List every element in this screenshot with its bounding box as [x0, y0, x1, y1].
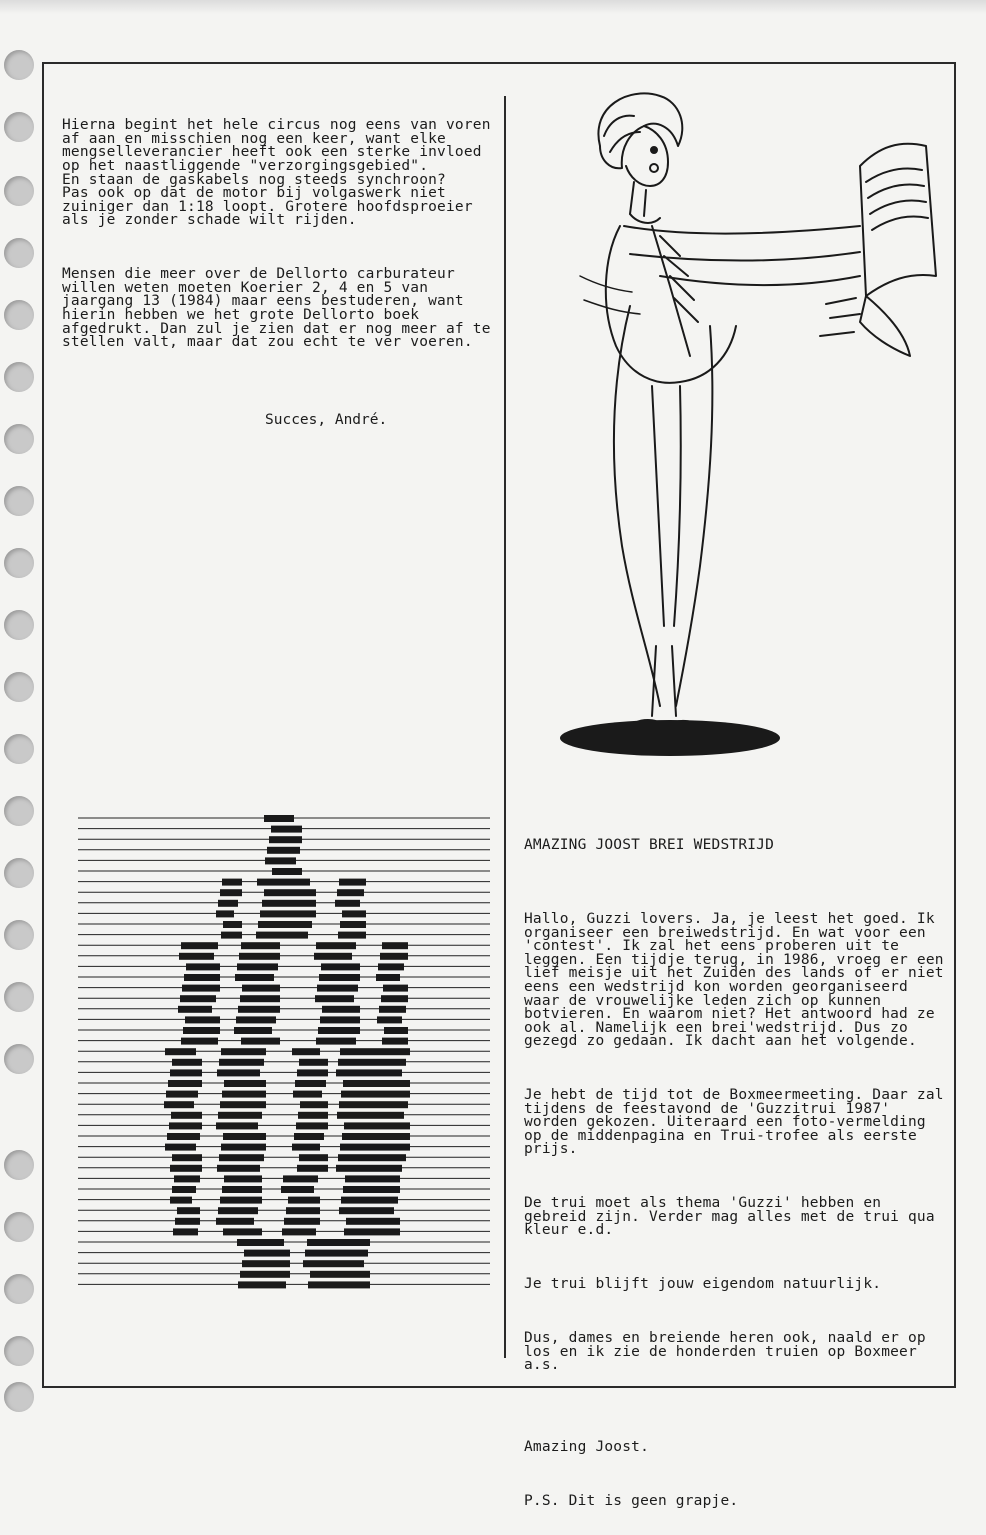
knit-bar [165, 1144, 196, 1151]
knit-bar [235, 974, 274, 981]
knit-bar [322, 1006, 360, 1013]
knit-bar [216, 910, 234, 917]
knit-bar [238, 1006, 280, 1013]
knit-bar [219, 1154, 264, 1161]
knit-bar [316, 1038, 356, 1045]
knit-bar [181, 942, 218, 949]
knit-bar [283, 1175, 318, 1182]
knit-bar [257, 879, 310, 886]
knit-bar [264, 815, 294, 822]
binding-hole [4, 548, 34, 578]
knit-bar [336, 1069, 402, 1076]
knit-bar [264, 889, 316, 896]
binding-hole [4, 176, 34, 206]
binding-hole [4, 238, 34, 268]
knit-bar [344, 1228, 400, 1235]
knit-bar [241, 942, 280, 949]
knit-bar [241, 1038, 280, 1045]
knit-bar [282, 1228, 316, 1235]
knit-bar [173, 1228, 198, 1235]
knit-bar [180, 995, 216, 1002]
knit-bar [317, 985, 358, 992]
binding-hole [4, 796, 34, 826]
binding-hole [4, 486, 34, 516]
knit-bar [379, 1006, 406, 1013]
binding-hole [4, 424, 34, 454]
knit-bar [234, 1027, 272, 1034]
knit-bar [179, 953, 214, 960]
knit-bar [175, 1218, 200, 1225]
knit-bar [269, 836, 302, 843]
knit-bar [237, 1239, 284, 1246]
knit-bar [218, 900, 238, 907]
knit-bar [377, 1016, 402, 1023]
knit-bar [242, 985, 280, 992]
knit-bar [258, 921, 312, 928]
knit-bar [186, 963, 220, 970]
binding-hole [4, 112, 34, 142]
knit-bar [293, 1091, 322, 1098]
binding-hole [4, 858, 34, 888]
knit-bar [338, 1059, 406, 1066]
knit-bar [343, 1186, 400, 1193]
knit-bar [221, 1048, 266, 1055]
paragraph: Je trui blijft jouw eigendom natuurlijk. [524, 1276, 882, 1293]
knit-bar [297, 1069, 328, 1076]
knit-bar [344, 1122, 410, 1129]
binding-hole [4, 982, 34, 1012]
knit-bar [165, 1048, 196, 1055]
article-heading: AMAZING JOOST BREI WEDSTRIJD [524, 837, 775, 854]
knit-bar [183, 1027, 220, 1034]
knit-bar [299, 1059, 328, 1066]
knit-bar [256, 932, 308, 939]
paragraph: Hallo, Guzzi lovers. Ja, je leest het goed. Ik organiseer een breiwedstrijd. En wat voor een 'contest'. Ik zal het eens proberen uit te leggen. Een tijdje terug, in 1986, vroeg er een lief meisje uit het Zuiden des lands of er niet eens een wedstrijd kon worden georganiseerd waar de vrouwelijke leden zich op kunnen botvieren. En waarom niet? Het antwoord had ze ook al. Namelijk een brei'wedstrijd. Dus zo gezegd zo gedaan. Ik dacht aan het volgende. [524, 910, 953, 1050]
left-column-text [62, 92, 500, 376]
knit-bar [338, 1154, 406, 1161]
striped-knitting-illustration [70, 796, 494, 1316]
knit-bar [336, 1165, 402, 1172]
knit-bar [238, 1281, 286, 1288]
knit-bar [239, 953, 280, 960]
knit-bar [340, 921, 366, 928]
knit-bar [265, 857, 296, 864]
knit-bar [295, 1080, 326, 1087]
knit-bar [310, 1271, 370, 1278]
binding-hole [4, 1212, 34, 1242]
knit-bar [169, 1122, 202, 1129]
knit-bar [378, 963, 404, 970]
knit-bar [288, 1197, 320, 1204]
knit-bar [383, 985, 408, 992]
signature: Amazing Joost. [524, 1438, 650, 1455]
knit-bar [168, 1080, 202, 1087]
binding-hole [4, 672, 34, 702]
knit-bar [221, 1144, 266, 1151]
knit-bar [216, 1218, 254, 1225]
knit-bar [296, 1122, 328, 1129]
knit-bar [224, 1080, 266, 1087]
binding-hole [4, 920, 34, 950]
binding-hole [4, 1044, 34, 1074]
knit-bar [171, 1112, 202, 1119]
knit-bar [178, 1006, 212, 1013]
knit-bar [172, 1154, 202, 1161]
knit-bar [384, 1027, 408, 1034]
knit-bar [164, 1101, 194, 1108]
knit-bar [219, 1059, 264, 1066]
knit-bar [177, 1207, 200, 1214]
knit-bar [341, 1197, 398, 1204]
signoff: Succes, André. [265, 412, 388, 428]
knit-bar [174, 1175, 200, 1182]
knit-bar [220, 1101, 266, 1108]
knit-bar [345, 1175, 400, 1182]
knit-bar [184, 974, 220, 981]
knit-bar [222, 1091, 266, 1098]
knit-bar [297, 1165, 328, 1172]
paragraph: Mensen die meer over de Dellorto carburateur willen weten moeten Koerier 2, 4 en 5 van jaargang 13 (1984) maar eens bestuderen, want hierin hebben we het grote Dellorto boek afgedrukt. Dan zul je zien dat er nog meer af te stellen valt, maar dat zou echt te ver voeren. [62, 266, 500, 351]
knit-bar [340, 1144, 410, 1151]
knit-bar [223, 1228, 262, 1235]
postscript: P.S. Dit is geen grapje. [524, 1492, 739, 1509]
binding-hole [4, 734, 34, 764]
knit-bar [218, 1207, 258, 1214]
woman-reading-newspaper-illustration [560, 86, 956, 766]
knit-bar [223, 1133, 266, 1140]
knit-bar [316, 942, 356, 949]
knit-bar [182, 985, 220, 992]
knit-bar [223, 921, 242, 928]
paragraph: Je hebt de tijd tot de Boxmeermeeting. Daar zal tijdens de feestavond de 'Guzzitrui 1987' worden gekozen. Uiteraard een foto-vermelding op de middenpagina en Trui-trofee als eerste prijs. [524, 1087, 953, 1158]
knit-bar [260, 910, 316, 917]
knit-bar [342, 1133, 410, 1140]
knit-bar [170, 1069, 202, 1076]
knit-bar [217, 1165, 260, 1172]
knit-bar [236, 1016, 276, 1023]
knit-bar [315, 995, 354, 1002]
knit-bar [167, 1133, 200, 1140]
paragraph: De trui moet als thema 'Guzzi' hebben en gebreid zijn. Verder mag alles met de trui qua kleur e.d. [524, 1195, 944, 1239]
knit-bar [318, 1027, 360, 1034]
binding-hole [4, 610, 34, 640]
knit-bar [181, 1038, 218, 1045]
column-divider [504, 96, 506, 1358]
knit-bar [281, 1186, 314, 1193]
binding-hole [4, 362, 34, 392]
knit-bar [271, 826, 302, 833]
knit-bar [380, 953, 408, 960]
knit-bar [337, 889, 364, 896]
knit-bar [303, 1260, 364, 1267]
knit-bar [170, 1197, 192, 1204]
knit-bar [172, 1186, 196, 1193]
knit-bar [338, 932, 366, 939]
knit-bar [220, 1197, 262, 1204]
knit-bar [321, 963, 360, 970]
knit-bar [299, 1154, 328, 1161]
knit-bar [222, 879, 242, 886]
knit-bar [218, 1112, 262, 1119]
knit-bar [314, 953, 352, 960]
knit-bar [307, 1239, 370, 1246]
page-top-edge [0, 0, 986, 14]
knit-bar [308, 1281, 370, 1288]
paragraph: Hierna begint het hele circus nog eens van voren af aan en misschien nog een keer, want elke mengselleverancier heeft ook een sterke invloed op het naastliggende "verzorgingsgebied". En staan de gaskabels nog steeds synchroon? Pas ook op dat de motor bij volgaswerk niet zuiniger dan 1:18 loopt. Grotere hoofdsproeier als je zonder schade wilt rijden. [62, 117, 491, 229]
knit-bar [272, 868, 302, 875]
knit-bar [382, 942, 408, 949]
knit-bar [382, 1038, 408, 1045]
knit-bar [341, 1091, 410, 1098]
knit-bar [172, 1059, 202, 1066]
binding-hole [4, 1150, 34, 1180]
knit-bar [292, 1048, 320, 1055]
knit-bar [170, 1165, 202, 1172]
binding-hole [4, 50, 34, 80]
knit-bar [292, 1144, 320, 1151]
knit-bar [240, 1271, 290, 1278]
knit-bar [216, 1122, 258, 1129]
knit-bar [346, 1218, 400, 1225]
knit-bar [320, 1016, 360, 1023]
binding-hole [4, 1274, 34, 1304]
paragraph: Dus, dames en breiende heren ook, naald er op los en ik zie de honderden truien op Boxmeer a.s. [524, 1330, 935, 1374]
knit-bar [298, 1112, 328, 1119]
binding-hole [4, 300, 34, 330]
knit-bar [294, 1133, 324, 1140]
knit-bar [237, 963, 278, 970]
knit-bar [166, 1091, 198, 1098]
knit-bar [240, 995, 280, 1002]
knit-bar [305, 1250, 368, 1257]
knit-bar [335, 900, 360, 907]
binding-hole [4, 1336, 34, 1366]
knit-bar [343, 1080, 410, 1087]
binding-hole [4, 1382, 34, 1412]
knit-bar [244, 1250, 290, 1257]
knit-bar [242, 1260, 290, 1267]
knit-bar [342, 910, 366, 917]
knit-bar [220, 889, 242, 896]
knit-bar [262, 900, 316, 907]
knit-bar [376, 974, 400, 981]
right-column-text [524, 812, 953, 1535]
knit-bar [319, 974, 360, 981]
knit-bar [222, 1186, 262, 1193]
knit-bar [224, 1175, 262, 1182]
knit-bar [267, 847, 300, 854]
knit-bar [300, 1101, 328, 1108]
knit-bar [340, 1048, 410, 1055]
knit-bar [286, 1207, 320, 1214]
knit-bar [339, 1101, 408, 1108]
knit-bar [339, 879, 366, 886]
knit-bar [339, 1207, 394, 1214]
knit-bar [381, 995, 408, 1002]
knit-bar [284, 1218, 320, 1225]
knit-bar [185, 1016, 220, 1023]
knit-bar [337, 1112, 404, 1119]
knit-bar [217, 1069, 260, 1076]
knit-bar [221, 932, 242, 939]
